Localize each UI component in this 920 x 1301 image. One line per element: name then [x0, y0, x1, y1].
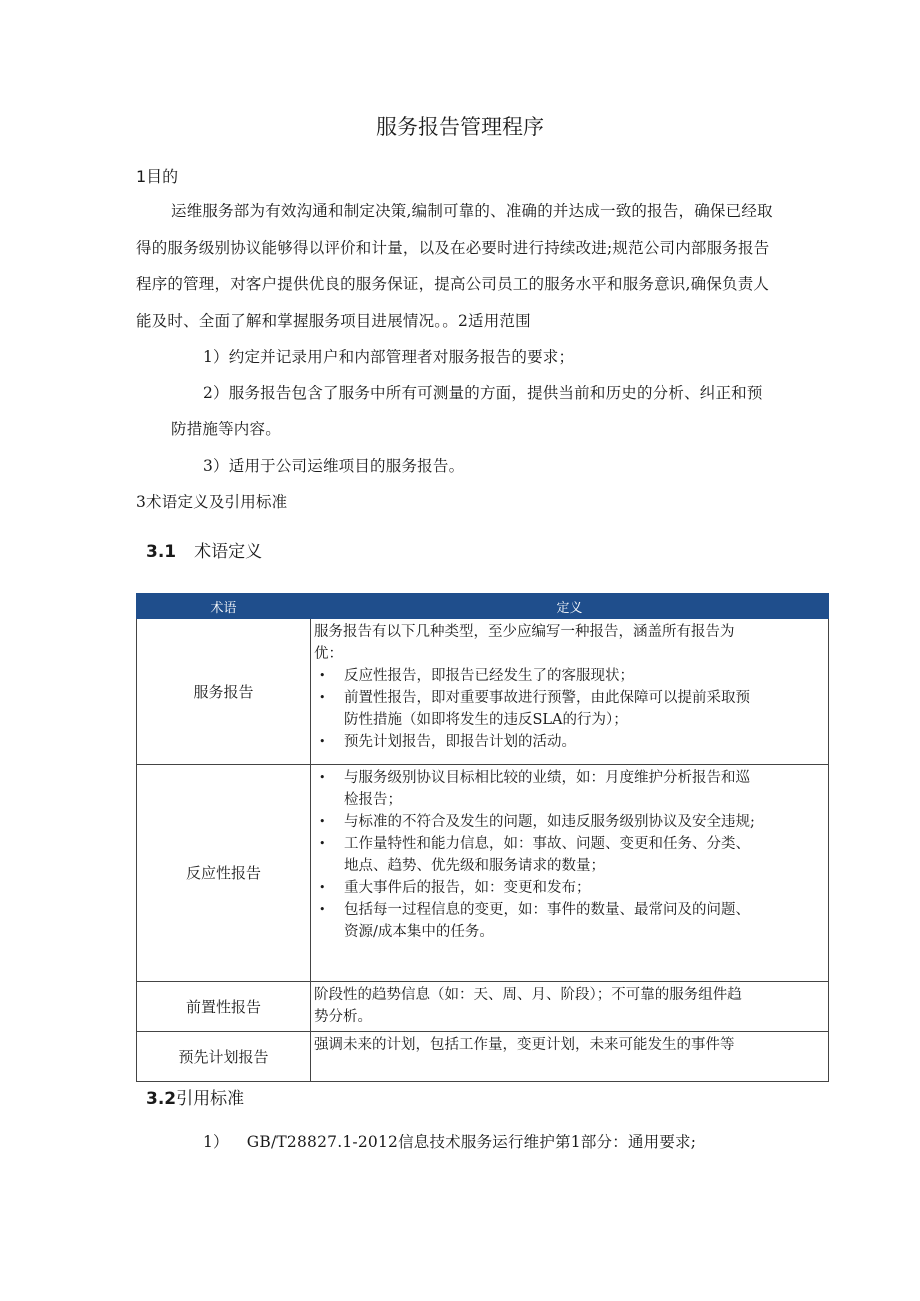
purpose-line-1: 运维服务部为有效沟通和制定决策,编制可靠的、准确的并达成一致的报告，确保已经取	[171, 202, 773, 220]
definition-text: 优：	[314, 646, 343, 662]
section-1-heading: 1目的	[136, 167, 179, 186]
section-3-2-heading	[146, 1088, 244, 1110]
bullet-icon: •	[319, 771, 326, 784]
definition-list	[314, 665, 824, 753]
header-term: 术语	[137, 594, 311, 619]
list-item: • 预先计划报告，即报告计划的活动。	[314, 731, 824, 753]
reference-text: GB/T28827.1-2012信息技术服务运行维护第1部分：通用要求;	[246, 1133, 697, 1151]
definition-cell	[311, 982, 829, 1032]
scope-item-3: 3）适用于公司运维项目的服务报告。	[203, 457, 465, 475]
list-item: • 工作量特性和能力信息，如：事故、问题、变更和任务、分类、 地点、趋势、优先级和服务请求的数量；	[314, 833, 824, 877]
scope-item-2-cont: 防措施等内容。	[171, 420, 281, 438]
section-3-1-title: 术语定义	[194, 542, 263, 562]
list-item: • 与标准的不符合及发生的问题，如违反服务级别协议及安全违规;	[314, 811, 824, 833]
section-3-2-number: 3.2	[146, 1089, 177, 1109]
table-row	[137, 982, 829, 1032]
term-cell: 反应性报告	[137, 765, 311, 982]
purpose-line-4: 能及时、全面了解和掌握服务项目进展情况。。2适用范围	[136, 312, 531, 330]
scope-item-2: 2）服务报告包含了服务中所有可测量的方面，提供当前和历史的分析、纠正和预	[203, 384, 763, 402]
reference-number: 1）	[203, 1133, 229, 1151]
term-cell: 预先计划报告	[137, 1032, 311, 1082]
definition-text: 强调未来的计划，包括工作量，变更计划，未来可能发生的事件等	[314, 1037, 735, 1053]
purpose-line-2: 得的服务级别协议能够得以评价和计量，以及在必要时进行持续改进;规范公司内部服务报告	[136, 239, 770, 257]
list-item: • 重大事件后的报告，如：变更和发布；	[314, 877, 824, 899]
terms-table	[136, 593, 829, 1082]
bullet-icon: •	[319, 815, 326, 828]
term-cell: 前置性报告	[137, 982, 311, 1032]
bullet-icon: •	[319, 881, 326, 894]
reference-item-1	[203, 1131, 696, 1153]
list-item: • 包括每一过程信息的变更，如：事件的数量、最常问及的问题、 资源/成本集中的任务。	[314, 899, 824, 943]
bullet-icon: •	[319, 903, 326, 916]
definition-cell	[311, 765, 829, 982]
definition-list	[314, 767, 824, 943]
section-3-1-heading	[146, 541, 262, 563]
definition-text: 阶段性的趋势信息（如：天、周、月、阶段）；不可靠的服务组件趋	[314, 987, 742, 1003]
table-row	[137, 1032, 829, 1082]
bullet-icon: •	[319, 691, 326, 704]
list-item: • 前置性报告，即对重要事故进行预警，由此保障可以提前采取预 防性措施（如即将发生的违反SLA的行为）；	[314, 687, 824, 731]
section-3-heading: 3术语定义及引用标准	[136, 493, 288, 511]
section-3-2-title: 引用标准	[176, 1089, 245, 1109]
definition-text: 势分析。	[314, 1009, 372, 1025]
bullet-icon: •	[319, 837, 326, 850]
header-definition: 定义	[311, 594, 829, 619]
definition-text: 服务报告有以下几种类型，至少应编写一种报告，涵盖所有报告为	[314, 624, 735, 640]
table-row	[137, 765, 829, 982]
purpose-line-3: 程序的管理，对客户提供优良的服务保证，提高公司员工的服务水平和服务意识,确保负责人	[136, 275, 770, 293]
bullet-icon: •	[319, 735, 326, 748]
scope-item-1: 1）约定并记录用户和内部管理者对服务报告的要求；	[203, 348, 575, 366]
definition-cell	[311, 619, 829, 765]
section-3-1-number: 3.1	[146, 542, 177, 562]
page-title: 服务报告管理程序	[376, 115, 544, 139]
definition-cell	[311, 1032, 829, 1082]
term-cell: 服务报告	[137, 619, 311, 765]
list-item: • 反应性报告，即报告已经发生了的客服现状；	[314, 665, 824, 687]
table-row	[137, 619, 829, 765]
table-header-row	[137, 594, 829, 619]
bullet-icon: •	[319, 669, 326, 682]
list-item: • 与服务级别协议目标相比较的业绩，如：月度维护分析报告和巡 检报告；	[314, 767, 824, 811]
